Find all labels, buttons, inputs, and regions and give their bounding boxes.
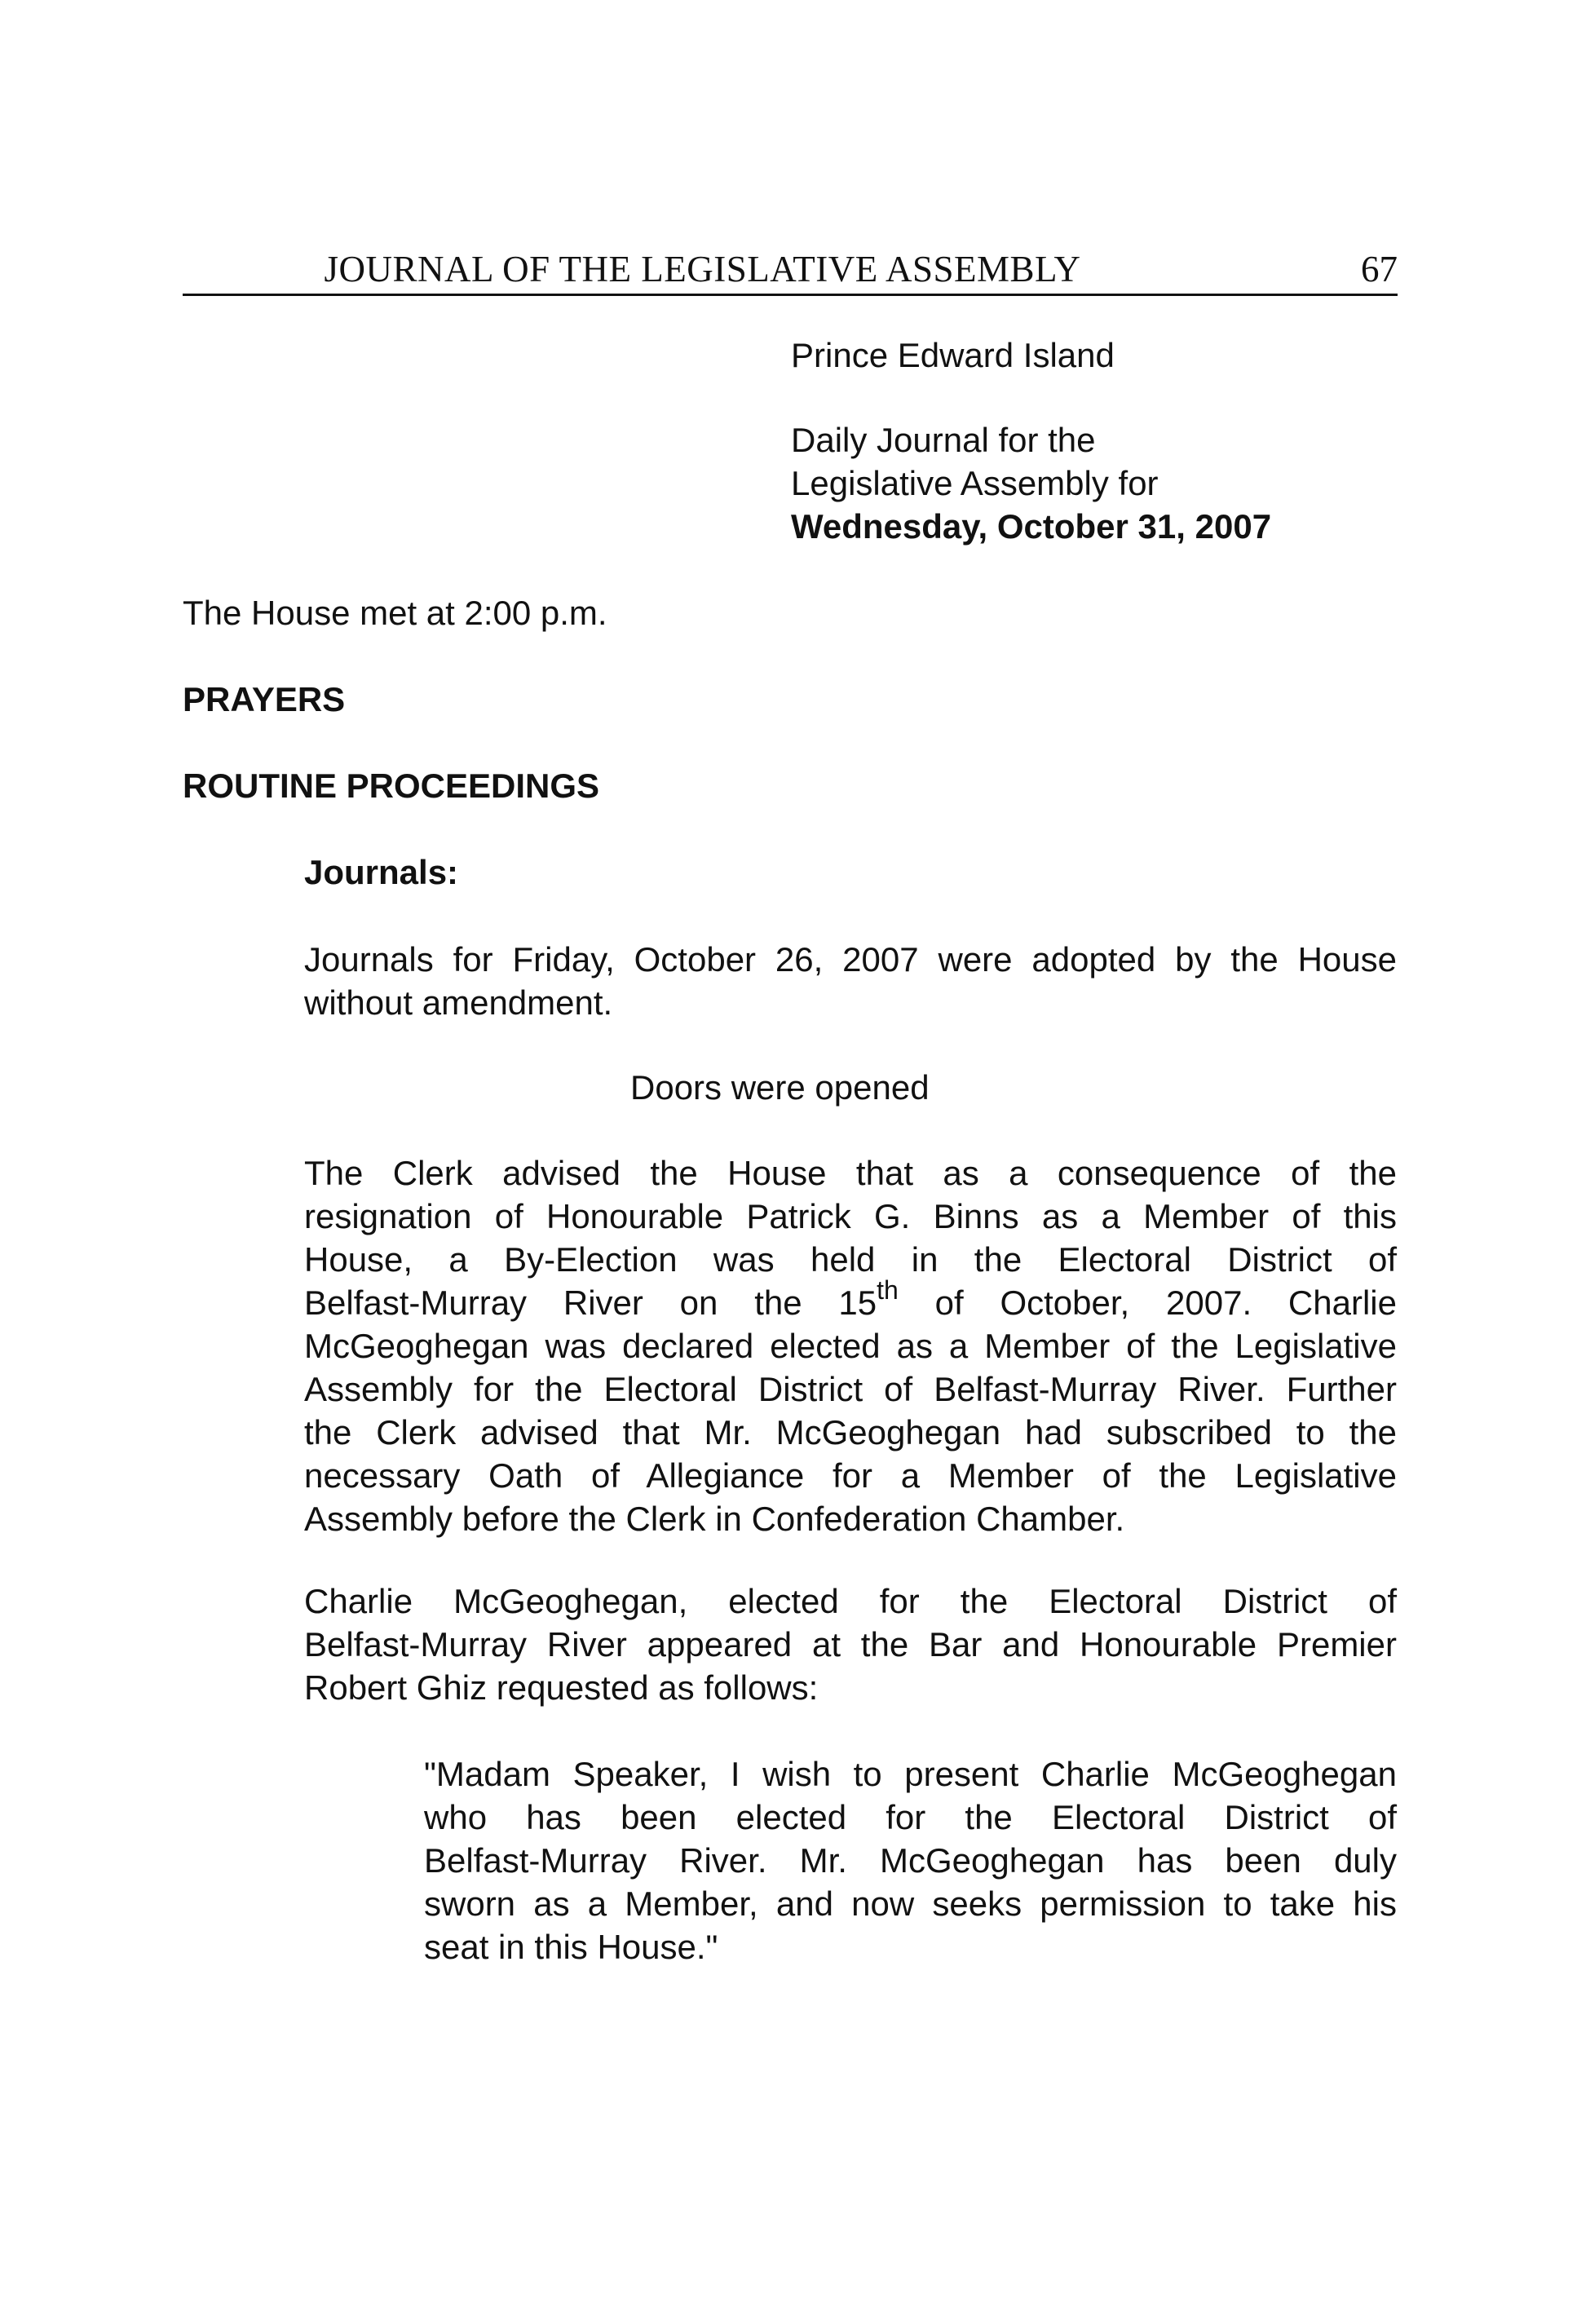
running-title: JOURNAL OF THE LEGISLATIVE ASSEMBLY [324, 249, 1081, 289]
charlie-paragraph [304, 1580, 1397, 1709]
text-line: necessary Oath of Allegiance for a Member of the Legislative [304, 1456, 1397, 1495]
text-line: Robert Ghiz requested as follows: [304, 1668, 819, 1707]
routine-proceedings-heading: ROUTINE PROCEEDINGS [183, 767, 600, 805]
premier-quote [424, 1752, 1397, 1968]
text-line: Journals for Friday, October 26, 2007 were adopted by the House [304, 940, 1397, 979]
text-line: The Clerk advised the House that as a consequence of the [304, 1154, 1397, 1192]
text-line [304, 1275, 1397, 1324]
text-line: seat in this House." [424, 1928, 718, 1966]
text-line: who has been elected for the Electoral District of [424, 1798, 1397, 1836]
journal-title-line2: Legislative Assembly for [791, 464, 1159, 502]
text-line: the Clerk advised that Mr. McGeoghegan had subscribed to the [304, 1413, 1397, 1451]
journals-subheading: Journals: [304, 853, 459, 891]
text-segment: Belfast-Murray River on the 15 [304, 1284, 877, 1322]
text-line: Belfast-Murray River. Mr. McGeoghegan has been duly [424, 1841, 1397, 1880]
journal-title-line1: Daily Journal for the [791, 421, 1096, 459]
text-line: Charlie McGeoghegan, elected for the Electoral District of [304, 1582, 1397, 1620]
province-name: Prince Edward Island [791, 336, 1115, 374]
text-line: "Madam Speaker, I wish to present Charlie McGeoghegan [424, 1755, 1397, 1793]
text-line: Belfast-Murray River appeared at the Bar and Honourable Premier [304, 1625, 1397, 1663]
text-line: Assembly for the Electoral District of Belfast-Murray River. Further [304, 1370, 1397, 1408]
text-line: Assembly before the Clerk in Confederation Chamber. [304, 1500, 1125, 1538]
text-line: House, a By-Election was held in the Electoral District of [304, 1240, 1397, 1279]
text-segment: of October, 2007. Charlie [898, 1284, 1397, 1322]
text-line: McGeoghegan was declared elected as a Member of the Legislative [304, 1327, 1397, 1365]
journal-date: Wednesday, October 31, 2007 [791, 507, 1272, 546]
journals-paragraph [304, 938, 1397, 1024]
text-line: resignation of Honourable Patrick G. Binns as a Member of this [304, 1197, 1397, 1235]
opening-line: The House met at 2:00 p.m. [183, 594, 607, 632]
page-number: 67 [1361, 249, 1398, 289]
running-header [183, 243, 1398, 296]
ordinal-suffix: th [877, 1275, 899, 1305]
doors-opened: Doors were opened [630, 1068, 930, 1107]
text-line: sworn as a Member, and now seeks permission to take his [424, 1884, 1397, 1923]
clerk-paragraph [304, 1151, 1397, 1540]
text-line: without amendment. [304, 983, 613, 1022]
prayers-heading: PRAYERS [183, 680, 346, 718]
